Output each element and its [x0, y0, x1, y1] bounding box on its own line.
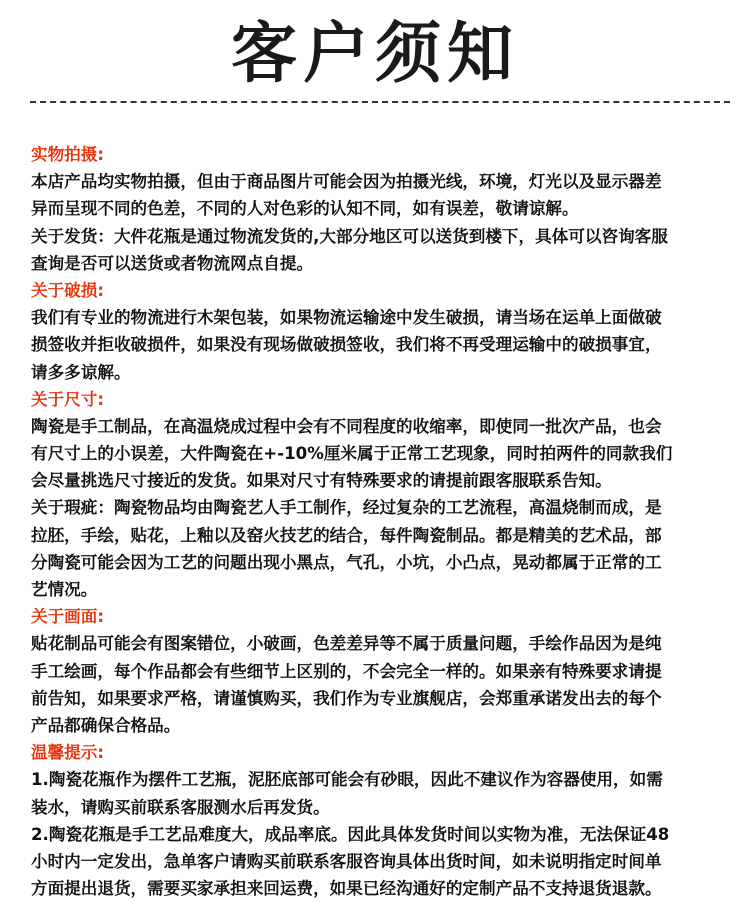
section-heading: 实物拍摄:	[31, 145, 105, 164]
text-line: 请多多谅解。	[31, 362, 131, 382]
text-line: 小时内一定发出，急单客户请购买前联系客服咨询具体出货时间，如未说明指定时间单	[31, 851, 662, 871]
text-line: 产品都确保合格品。	[31, 715, 181, 735]
text-line: 会尽量挑选尺寸接近的发货。如果对尺寸有特殊要求的请提前跟客服联系告知。	[31, 471, 612, 491]
text-line: 陶瓷是手工制品，在高温烧成过程中会有不同程度的收缩率，即使同一批次产品，也会	[31, 416, 662, 436]
page-title: 客户须知	[231, 15, 519, 92]
section-heading: 关于画面:	[31, 607, 105, 627]
section-heading: 关于破损:	[31, 280, 105, 300]
text-line: 关于发货：大件花瓶是通过物流发货的,大部分地区可以送货到楼下，具体可以咨询客服	[31, 226, 668, 246]
text-line: 1.陶瓷花瓶作为摆件工艺瓶，泥胚底部可能会有砂眼，因此不建议作为容器使用，如需	[31, 770, 663, 790]
text-line: 艺情况。	[31, 580, 98, 599]
text-line: 损签收并拒收破损件，如果没有现场做破损签收，我们将不再受理运输中的破损事宜，	[31, 335, 662, 355]
text-line: 本店产品均实物拍摄，但由于商品图片可能会因为拍摄光线，环境，灯光以及显示器差	[31, 172, 662, 192]
notice-content	[31, 141, 731, 902]
text-line: 有尺寸上的小误差，大件陶瓷在+-10%厘米属于正常工艺现象，同时拍两件的同款我们	[31, 444, 673, 464]
text-line: 前告知，如果要求严格，请谨慎购买，我们作为专业旗舰店，会郑重承诺发出去的每个	[31, 688, 662, 708]
text-line: 分陶瓷可能会因为工艺的问题出现小黑点，气孔，小坑，小凸点，晃动都属于正常的工	[31, 552, 662, 572]
text-line: 拉胚，手绘，贴花，上釉以及窑火技艺的结合，每件陶瓷制品。都是精美的艺术品，部	[31, 525, 662, 545]
text-line: 异而呈现不同的色差，不同的人对色彩的认知不同，如有误差，敬请谅解。	[31, 199, 579, 219]
dashed-divider	[30, 101, 730, 103]
text-line: 装水，请购买前联系客服测水后再发货。	[31, 797, 330, 817]
section-heading: 温馨提示:	[31, 743, 105, 763]
text-line: 贴花制品可能会有图案错位，小破画，色差差异等不属于质量问题，手绘作品因为是纯	[31, 634, 662, 654]
text-line: 查询是否可以送货或者物流网点自提。	[31, 253, 314, 273]
text-line: 手工绘画，每个作品都会有些细节上区别的，不会完全一样的。如果亲有特殊要求请提	[31, 661, 662, 681]
text-line: 方面提出退货，需要买家承担来回运费，如果已经沟通好的定制产品不支持退货退款。	[31, 879, 662, 899]
text-line: 2.陶瓷花瓶是手工艺品难度大，成品率底。因此具体发货时间以实物为准，无法保证48	[31, 824, 670, 844]
section-heading: 关于尺寸:	[31, 389, 105, 409]
text-line: 我们有专业的物流进行木架包装，如果物流运输途中发生破损，请当场在运单上面做破	[31, 308, 662, 328]
text-line: 关于瑕疵：陶瓷物品均由陶瓷艺人手工制作，经过复杂的工艺流程，高温烧制而成，是	[31, 498, 662, 518]
